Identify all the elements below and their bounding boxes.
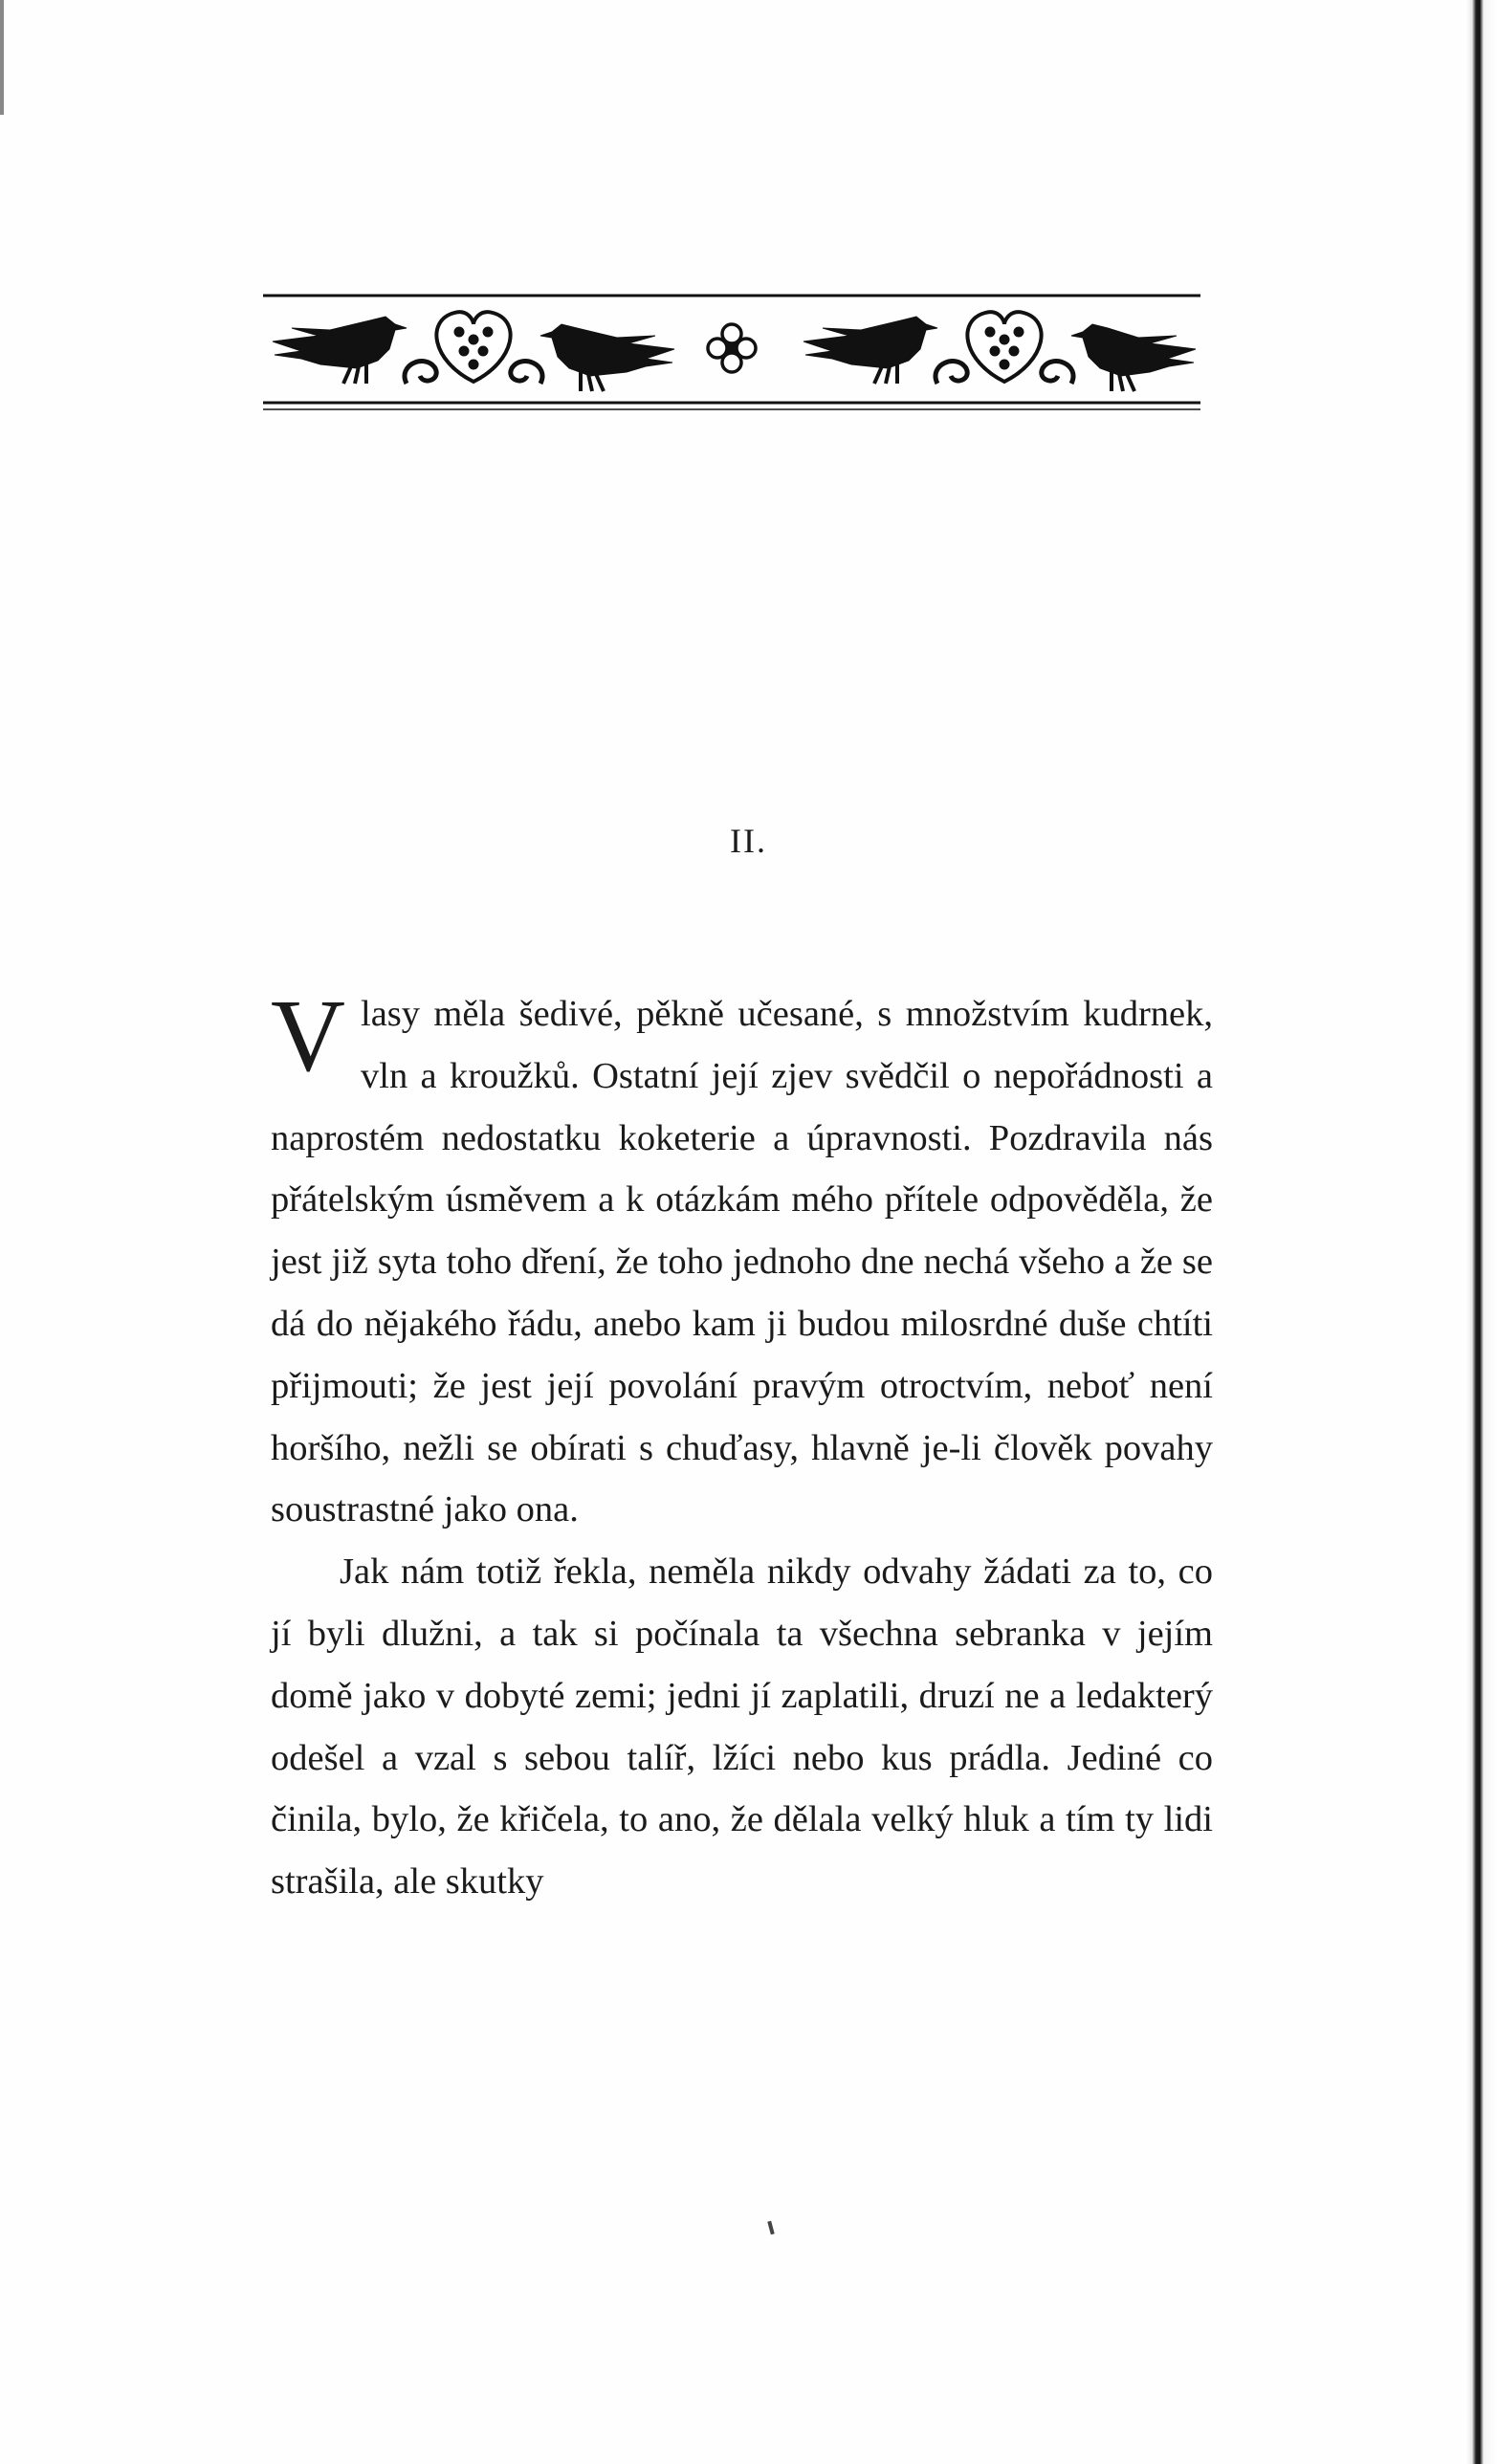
- folk-ornament-headpiece: [263, 292, 1200, 411]
- bird-heart-motif-left: [273, 312, 674, 391]
- book-binding-edge: [1466, 0, 1497, 2464]
- flower-center-motif: [708, 324, 756, 372]
- print-speck: [767, 2221, 774, 2235]
- scan-edge-left: [0, 0, 4, 115]
- paragraph-1: [271, 979, 1213, 1541]
- body-text: [271, 979, 1213, 1913]
- paragraph-2: Jak nám totiž řekla, neměla nikdy odvahy žádati za to, co jí byli dlužni, a tak si počínala ta všechna sebranka v jejím domě jako v dobyté zemi; jedni jí zaplatili, druzí ne a ledakterý odešel a vzal s sebou talíř, lžíci nebo kus prádla. Jediné co činila, bylo, že křičela, to ano, že dělala velký hluk a tím ty lidi strašila, ale skutky: [271, 1551, 1213, 1903]
- bird-heart-motif-right: [804, 312, 1196, 391]
- chapter-number: II.: [730, 822, 767, 860]
- drop-cap: V: [271, 979, 345, 1093]
- paragraph-1-text: lasy měla šedivé, pěkně učesané, s množstvím kudrnek, vln a kroužků. Ostatní její zjev svědčil o nepořádnosti a naprostém nedostatku koketerie a úpravnosti. Pozdravila nás přátelským úsměvem a k otázkám mého přítele odpověděla, že jest již syta toho dření, že toho jednoho dne nechá všeho a že se dá do nějakého řádu, anebo kam ji budou milosrdné duše chtíti přijmouti; že jest její povolání pravým otroctvím, neboť není horšího, nežli se obírati s chuďasy, hlavně je-li člověk povahy soustrastné jako ona.: [271, 994, 1213, 1530]
